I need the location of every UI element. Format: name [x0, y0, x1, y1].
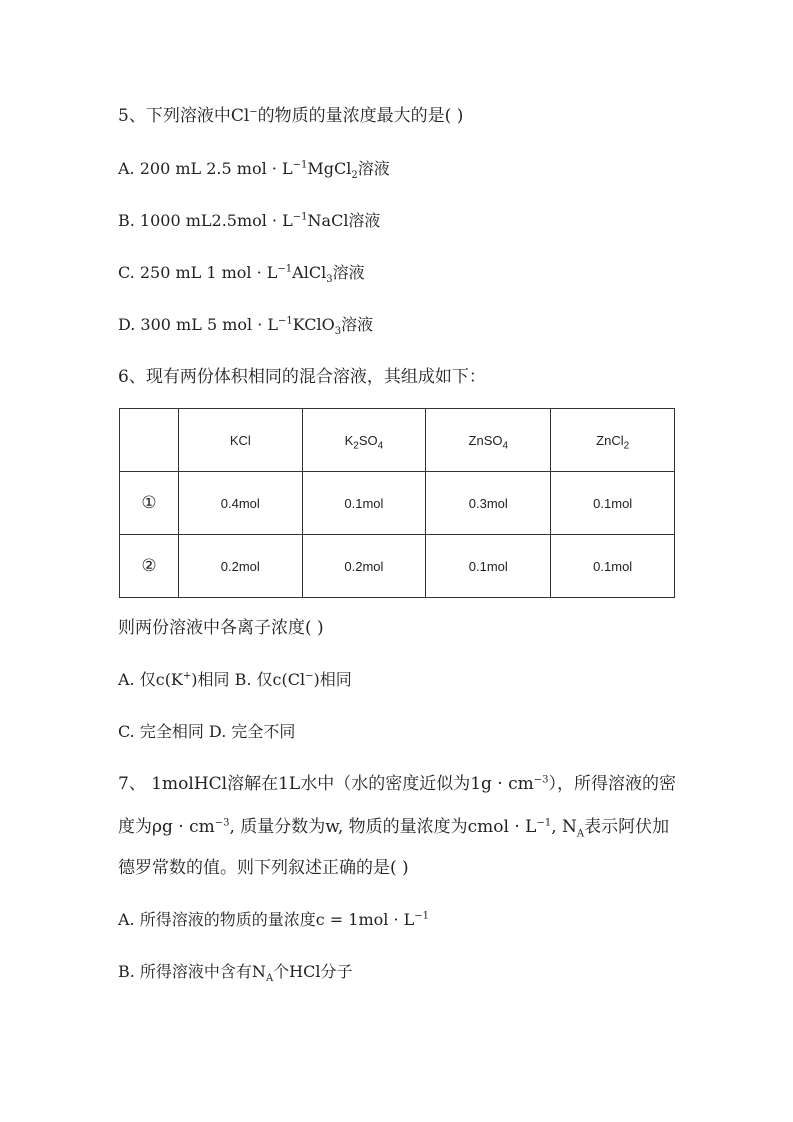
q6-stem: 6、现有两份体积相同的混合溶液，其组成如下：: [118, 367, 486, 387]
q7-l2-text2: , 质量分数为w, 物质的量浓度为cmol · L: [229, 817, 537, 837]
table-cell: 0.1mol: [551, 535, 675, 598]
q5-option-d: [118, 313, 373, 337]
q7-line1: [118, 772, 676, 796]
q5-c-text2: AlCl: [292, 263, 327, 282]
q7-option-a: [118, 908, 429, 932]
q5-a-text2: MgCl: [307, 159, 352, 178]
table-cell: 0.4mol: [179, 472, 303, 535]
q5-b-text2: NaCl溶液: [307, 211, 381, 230]
q7-l2-sup: −3: [214, 817, 230, 829]
q5-option-c: [118, 261, 365, 285]
q7-option-b: [118, 960, 353, 984]
header-zncl2-sub: 2: [623, 440, 630, 452]
q7-line3: 德罗常数的值。则下列叙述正确的是( ): [118, 858, 409, 878]
header-k2so4-sub1: 2: [353, 440, 359, 452]
row-label: ②: [120, 535, 179, 598]
q5-b-text: B. 1000 mL2.5mol · L: [118, 211, 293, 230]
q7-l2-text: 度为ρg · cm: [118, 817, 215, 837]
q7-l2-sub: A: [576, 828, 585, 840]
header-kcl-text: KCl: [229, 432, 251, 448]
table-row: [120, 472, 675, 535]
q5-c-sup: −1: [277, 263, 293, 275]
header-znso4-sub: 4: [502, 440, 509, 452]
q7-l2-text3: , N: [551, 817, 577, 837]
header-zncl2-text: ZnCl: [596, 432, 624, 448]
table-corner-cell: [120, 409, 179, 472]
q7-b-text2: 个HCl分子: [273, 962, 353, 981]
header-kcl: [179, 409, 303, 472]
q6-options-cd: C. 完全相同 D. 完全不同: [118, 722, 296, 741]
q5-a-text: A. 200 mL 2.5 mol · L: [118, 159, 293, 178]
q5-c-text: C. 250 mL 1 mol · L: [118, 263, 278, 282]
table-cell: 0.1mol: [426, 535, 551, 598]
q6-a-sup: +: [182, 670, 192, 682]
table-cell: 0.2mol: [179, 535, 303, 598]
header-k2so4-so: SO: [358, 432, 378, 448]
q7-a-sup: −1: [414, 910, 430, 922]
q5-c-text3: 溶液: [332, 263, 365, 282]
q6-b-sup: −: [305, 670, 314, 682]
header-znso4: [426, 409, 551, 472]
table-row: [120, 535, 675, 598]
header-zncl2: [551, 409, 675, 472]
q7-b-sub: A: [265, 973, 274, 985]
q5-d-sup: −1: [278, 315, 293, 327]
q5-b-sup: −1: [292, 211, 308, 223]
q5-d-text: D. 300 mL 5 mol · L: [118, 315, 279, 334]
table-cell: 0.2mol: [302, 535, 426, 598]
table-cell: 0.1mol: [302, 472, 426, 535]
header-znso4-text: ZnSO: [468, 432, 503, 448]
q5-a-text3: 溶液: [357, 159, 390, 178]
q6-b-text: )相同 B. 仅c(Cl: [191, 670, 306, 689]
q5-c-sub: 3: [326, 274, 333, 286]
q5-a-sup: −1: [292, 159, 308, 171]
table-cell: 0.3mol: [426, 472, 551, 535]
table-cell: 0.1mol: [551, 472, 675, 535]
q6-question: 则两份溶液中各离子浓度( ): [118, 618, 324, 638]
header-k2so4-k: K: [344, 432, 354, 448]
q5-option-b: [118, 209, 380, 233]
q5-d-text2: KClO: [292, 315, 335, 334]
q6-b-text2: )相同: [313, 670, 352, 689]
q6-a-text: A. 仅c(K: [118, 670, 183, 689]
q7-a-text: A. 所得溶液的物质的量浓度c = 1mol · L: [118, 910, 415, 929]
q6-options-ab: [118, 668, 352, 692]
q5-stem: [118, 104, 463, 128]
q7-l2-sup2: −1: [536, 817, 552, 829]
q7-b-text: B. 所得溶液中含有N: [118, 962, 266, 981]
row-label: ①: [120, 472, 179, 535]
q7-l2-text4: 表示阿伏加: [584, 817, 670, 837]
q5-stem-text: 5、下列溶液中Cl: [118, 106, 250, 126]
header-k2so4-sub2: 4: [377, 440, 384, 452]
header-k2so4: [302, 409, 426, 472]
q5-d-text3: 溶液: [341, 315, 374, 334]
q5-a-sub: 2: [351, 170, 358, 182]
q5-stem-sup: −: [249, 106, 258, 118]
q5-option-a: [118, 157, 390, 181]
q5-stem-text2: 的物质的量浓度最大的是( ): [257, 106, 464, 126]
q7-l1-sup: −3: [533, 774, 549, 786]
q5-d-sub: 3: [334, 326, 342, 338]
composition-table: [119, 408, 675, 598]
q7-line2: [118, 815, 669, 839]
table-header-row: [120, 409, 675, 472]
q7-l1-text: 7、 1molHCl溶解在1L水中（水的密度近似为1g · cm: [118, 774, 534, 794]
q7-l1-text2: ），所得溶液的密: [548, 774, 677, 794]
